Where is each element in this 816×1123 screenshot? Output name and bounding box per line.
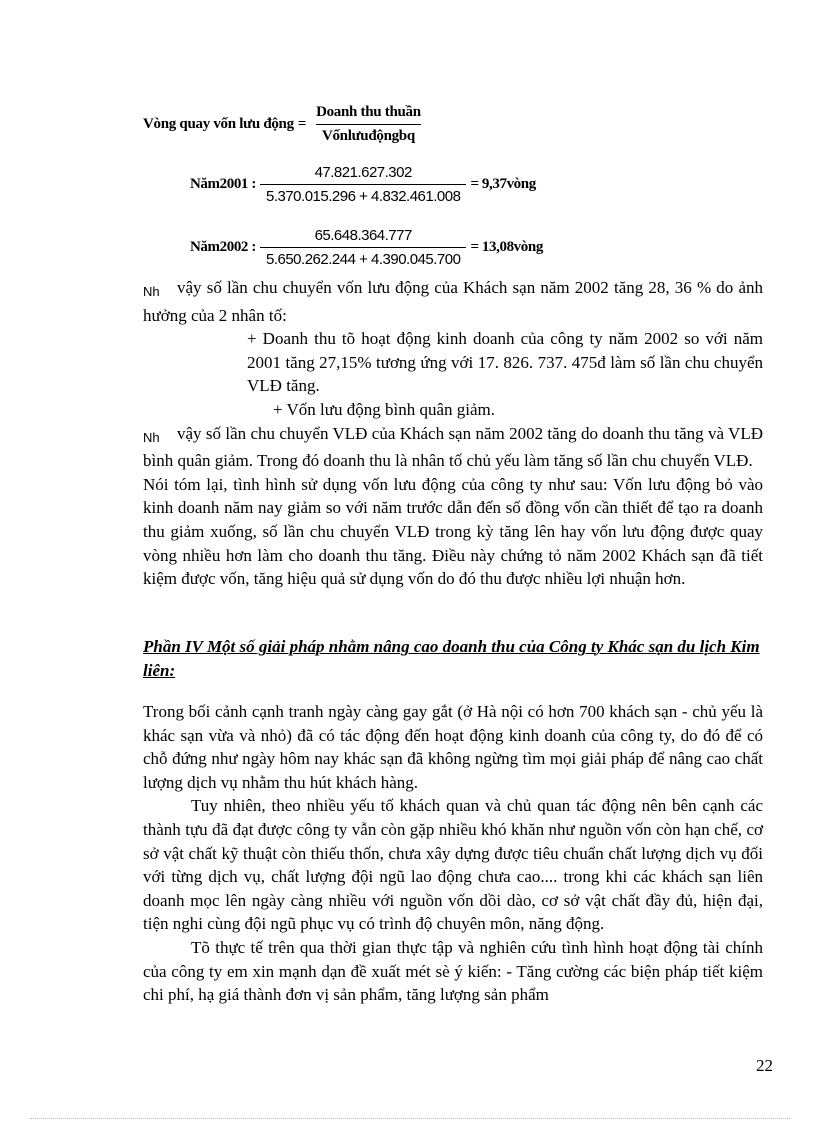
paragraph-3 bbox=[143, 398, 763, 422]
formula-main-numerator: Doanh thu thuần bbox=[316, 104, 421, 120]
formula-2001 bbox=[190, 164, 536, 205]
paragraph-1-prefix: Nh bbox=[143, 284, 160, 299]
paragraph-2: + Doanh thu tõ hoạt động kinh doanh của công ty năm 2002 so với năm 2001 tăng 27,15% tương ứng với 17. 826. 737. 475đ làm số lần chu chuyển VLĐ tăng. bbox=[247, 329, 763, 396]
paragraph-5: Nói tóm lại, tình hình sử dụng vốn lưu động của công ty như sau: Vốn lưu động bỏ vào kinh doanh năm nay giảm so với năm trước dẫn đến số đồng vốn cần thiết để tạo ra doanh thu giảm xuống, số lần chu chuyển VLĐ trong kỳ tăng lên hay vốn lưu động được quay vòng nhiều hơn làm cho doanh thu tăng. Điều này chứng tỏ năm 2002 Khách sạn đã tiết kiệm được vốn, tăng hiệu quả sử dụng vốn do đó thu được nhiều lợi nhuận hơn. bbox=[143, 474, 763, 589]
section-text bbox=[143, 700, 763, 1007]
formula-2002-numerator: 65.648.364.777 bbox=[314, 227, 412, 244]
paragraph-4 bbox=[143, 422, 763, 473]
formula-main-fraction bbox=[310, 104, 427, 145]
paragraph-3-text: + Vốn lưu động bình quân giảm. bbox=[273, 399, 496, 419]
formula-2001-denominator: 5.370.015.296 + 4.832.461.008 bbox=[260, 184, 466, 205]
formula-2001-numerator: 47.821.627.302 bbox=[314, 164, 412, 181]
formula-2002-label: Năm2002 : bbox=[190, 239, 256, 255]
paragraph-1-text: vậy số lần chu chuyển vốn lưu động của Khách sạn năm 2002 tăng 28, 36 % do ảnh hưởng của 2 nhân tố: bbox=[143, 278, 763, 325]
formula-2001-result: = 9,37vòng bbox=[470, 176, 536, 192]
paragraph-4-text: vậy số lần chu chuyển VLĐ của Khách sạn năm 2002 tăng do doanh thu tăng và VLĐ bình quân giảm. Trong đó doanh thu là nhân tố chủ yếu làm tăng số lần chu chuyển VLĐ. bbox=[143, 423, 763, 471]
section-paragraph-2: Tuy nhiên, theo nhiều yếu tố khách quan và chủ quan tác động nên bên cạnh các thành tựu đã đạt được công ty vẫn còn gặp nhiều khó khăn như nguồn vốn còn hạn chế, cơ sở vật chất kỹ thuật còn thiếu thốn, chưa xây dựng được tiêu chuẩn chất lượng dịch vụ đối với từng dịch vụ, chất lượng đội ngũ lao động chưa cao.... trong khi các khách sạn liên doanh mọc lên ngày càng nhiều với nguồn vốn dồi dào, cơ sở vật chất đầy đủ, hiện đại, tiện nghi cùng đội ngũ phục vụ có trình độ chuyên môn, năng động. bbox=[143, 796, 763, 934]
formula-2002 bbox=[190, 227, 543, 268]
section-paragraph-3: Tõ thực tế trên qua thời gian thực tập và nghiên cứu tình hình hoạt động tài chính của công ty em xin mạnh dạn đề xuất mét sè ý kiến: - Tăng cường các biện pháp tiết kiệm chi phí, hạ giá thành đơn vị sản phẩm, tăng lượng sản phẩm bbox=[143, 937, 763, 1005]
formula-2002-fraction bbox=[260, 227, 466, 268]
formula-2001-label: Năm2001 : bbox=[190, 176, 256, 192]
section-paragraph-1: Trong bối cảnh cạnh tranh ngày càng gay gắt (ở Hà nội có hơn 700 khách sạn - chủ yếu là khác sạn vừa và nhỏ) đã có tác động đến hoạt động kinh doanh của công ty, do đó để có chỗ đứng như ngày hôm nay khác sạn đã không ngừng tìm mọi giải pháp để nâng cao chất lượng dịch vụ nhằm thu hút khách hàng. bbox=[143, 702, 763, 792]
formula-2002-denominator: 5.650.262.244 + 4.390.045.700 bbox=[260, 247, 466, 268]
page-number: 22 bbox=[756, 1056, 773, 1075]
formula-main bbox=[143, 104, 431, 145]
formula-2001-fraction bbox=[260, 164, 466, 205]
formula-main-equals: = bbox=[297, 116, 307, 132]
page-bottom-divider bbox=[30, 1118, 790, 1119]
section-heading: Phần IV Một số giải pháp nhằm nâng cao doanh thu của Công ty Khác sạn du lịch Kim liên: bbox=[143, 637, 760, 680]
formula-2002-result: = 13,08vòng bbox=[470, 239, 543, 255]
analysis-text bbox=[143, 276, 763, 591]
paragraph-1 bbox=[143, 276, 763, 327]
paragraph-4-prefix: Nh bbox=[143, 429, 160, 445]
formula-main-label: Vòng quay vốn lưu động bbox=[143, 116, 294, 132]
formula-main-denominator: Vốnlưuđộngbq bbox=[316, 124, 421, 145]
